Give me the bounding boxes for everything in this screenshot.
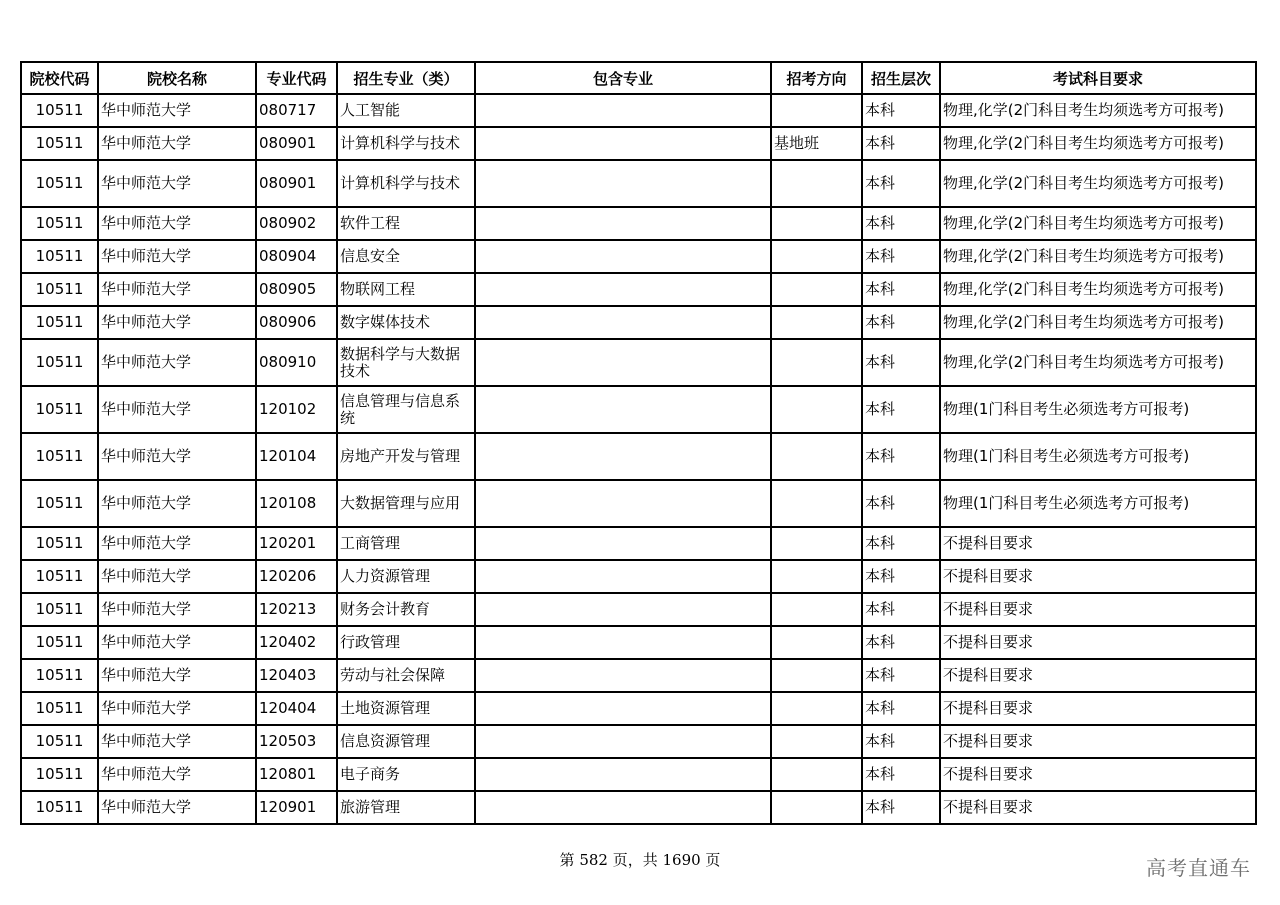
cell-major: 数据科学与大数据技术 <box>337 339 475 386</box>
cell-school-code: 10511 <box>21 433 98 480</box>
table-row <box>21 386 1256 433</box>
cell-level: 本科 <box>862 433 940 480</box>
cell-subject-requirement: 不提科目要求 <box>940 626 1256 659</box>
cell-school-code: 10511 <box>21 593 98 626</box>
table-row <box>21 480 1256 527</box>
header-included-majors: 包含专业 <box>475 62 771 94</box>
cell-direction <box>771 692 862 725</box>
cell-school-code: 10511 <box>21 207 98 240</box>
cell-included-majors <box>475 160 771 207</box>
table-row <box>21 560 1256 593</box>
cell-school-name: 华中师范大学 <box>98 273 256 306</box>
cell-school-code: 10511 <box>21 480 98 527</box>
cell-school-name: 华中师范大学 <box>98 207 256 240</box>
cell-major: 人工智能 <box>337 94 475 127</box>
cell-level: 本科 <box>862 386 940 433</box>
cell-major-code: 120403 <box>256 659 337 692</box>
cell-direction <box>771 626 862 659</box>
cell-level: 本科 <box>862 758 940 791</box>
header-row <box>21 62 1256 94</box>
table-row <box>21 207 1256 240</box>
cell-school-name: 华中师范大学 <box>98 659 256 692</box>
cell-major: 物联网工程 <box>337 273 475 306</box>
cell-school-code: 10511 <box>21 560 98 593</box>
cell-included-majors <box>475 725 771 758</box>
cell-major: 人力资源管理 <box>337 560 475 593</box>
cell-level: 本科 <box>862 725 940 758</box>
header-subject-requirement: 考试科目要求 <box>940 62 1256 94</box>
cell-major: 劳动与社会保障 <box>337 659 475 692</box>
cell-level: 本科 <box>862 306 940 339</box>
cell-school-name: 华中师范大学 <box>98 560 256 593</box>
cell-subject-requirement: 物理,化学(2门科目考生均须选考方可报考) <box>940 339 1256 386</box>
cell-school-code: 10511 <box>21 94 98 127</box>
table-row <box>21 659 1256 692</box>
cell-school-name: 华中师范大学 <box>98 339 256 386</box>
cell-subject-requirement: 物理(1门科目考生必须选考方可报考) <box>940 433 1256 480</box>
cell-major-code: 120503 <box>256 725 337 758</box>
cell-major-code: 120201 <box>256 527 337 560</box>
cell-level: 本科 <box>862 692 940 725</box>
cell-direction <box>771 593 862 626</box>
cell-school-code: 10511 <box>21 160 98 207</box>
cell-major-code: 120404 <box>256 692 337 725</box>
cell-school-name: 华中师范大学 <box>98 433 256 480</box>
cell-direction <box>771 791 862 824</box>
cell-school-name: 华中师范大学 <box>98 127 256 160</box>
cell-subject-requirement: 不提科目要求 <box>940 659 1256 692</box>
table-row <box>21 94 1256 127</box>
table-row <box>21 791 1256 824</box>
cell-major: 数字媒体技术 <box>337 306 475 339</box>
cell-subject-requirement: 物理,化学(2门科目考生均须选考方可报考) <box>940 273 1256 306</box>
cell-school-code: 10511 <box>21 339 98 386</box>
cell-included-majors <box>475 207 771 240</box>
cell-subject-requirement: 物理,化学(2门科目考生均须选考方可报考) <box>940 306 1256 339</box>
cell-included-majors <box>475 527 771 560</box>
cell-school-name: 华中师范大学 <box>98 527 256 560</box>
cell-included-majors <box>475 386 771 433</box>
cell-subject-requirement: 物理,化学(2门科目考生均须选考方可报考) <box>940 160 1256 207</box>
cell-major: 信息资源管理 <box>337 725 475 758</box>
cell-major: 土地资源管理 <box>337 692 475 725</box>
cell-level: 本科 <box>862 94 940 127</box>
cell-direction <box>771 527 862 560</box>
cell-included-majors <box>475 692 771 725</box>
cell-direction <box>771 306 862 339</box>
cell-major: 工商管理 <box>337 527 475 560</box>
table-row <box>21 692 1256 725</box>
cell-level: 本科 <box>862 339 940 386</box>
cell-direction <box>771 386 862 433</box>
header-major: 招生专业（类） <box>337 62 475 94</box>
cell-subject-requirement: 物理,化学(2门科目考生均须选考方可报考) <box>940 207 1256 240</box>
cell-major-code: 080717 <box>256 94 337 127</box>
cell-school-name: 华中师范大学 <box>98 94 256 127</box>
watermark: 高考直通车 <box>1146 856 1251 880</box>
cell-major: 大数据管理与应用 <box>337 480 475 527</box>
table-row <box>21 626 1256 659</box>
cell-major-code: 080904 <box>256 240 337 273</box>
cell-school-name: 华中师范大学 <box>98 692 256 725</box>
cell-school-name: 华中师范大学 <box>98 593 256 626</box>
cell-major: 行政管理 <box>337 626 475 659</box>
page-number: 第 582 页，共 1690 页 <box>559 851 721 869</box>
cell-subject-requirement: 不提科目要求 <box>940 560 1256 593</box>
cell-school-name: 华中师范大学 <box>98 626 256 659</box>
cell-major-code: 080901 <box>256 127 337 160</box>
cell-major: 计算机科学与技术 <box>337 160 475 207</box>
table-row <box>21 527 1256 560</box>
cell-subject-requirement: 物理,化学(2门科目考生均须选考方可报考) <box>940 94 1256 127</box>
cell-school-code: 10511 <box>21 240 98 273</box>
cell-school-code: 10511 <box>21 659 98 692</box>
cell-level: 本科 <box>862 593 940 626</box>
cell-direction <box>771 725 862 758</box>
cell-included-majors <box>475 273 771 306</box>
cell-level: 本科 <box>862 480 940 527</box>
cell-subject-requirement: 不提科目要求 <box>940 725 1256 758</box>
cell-direction <box>771 273 862 306</box>
cell-subject-requirement: 不提科目要求 <box>940 527 1256 560</box>
cell-level: 本科 <box>862 659 940 692</box>
cell-level: 本科 <box>862 626 940 659</box>
cell-included-majors <box>475 339 771 386</box>
cell-included-majors <box>475 127 771 160</box>
cell-major-code: 120801 <box>256 758 337 791</box>
cell-major-code: 120213 <box>256 593 337 626</box>
cell-school-name: 华中师范大学 <box>98 758 256 791</box>
cell-subject-requirement: 物理,化学(2门科目考生均须选考方可报考) <box>940 240 1256 273</box>
cell-direction <box>771 758 862 791</box>
cell-major: 电子商务 <box>337 758 475 791</box>
cell-major-code: 080910 <box>256 339 337 386</box>
cell-level: 本科 <box>862 240 940 273</box>
cell-included-majors <box>475 94 771 127</box>
table-row <box>21 725 1256 758</box>
cell-school-code: 10511 <box>21 758 98 791</box>
cell-direction <box>771 160 862 207</box>
cell-subject-requirement: 物理(1门科目考生必须选考方可报考) <box>940 480 1256 527</box>
cell-major-code: 120206 <box>256 560 337 593</box>
table-row <box>21 339 1256 386</box>
table-row <box>21 593 1256 626</box>
cell-direction <box>771 560 862 593</box>
table-row <box>21 306 1256 339</box>
cell-included-majors <box>475 433 771 480</box>
cell-major-code: 080906 <box>256 306 337 339</box>
cell-major-code: 080901 <box>256 160 337 207</box>
cell-major-code: 080902 <box>256 207 337 240</box>
cell-school-name: 华中师范大学 <box>98 386 256 433</box>
cell-school-code: 10511 <box>21 791 98 824</box>
cell-major-code: 080905 <box>256 273 337 306</box>
cell-included-majors <box>475 560 771 593</box>
cell-subject-requirement: 不提科目要求 <box>940 791 1256 824</box>
header-school-name: 院校名称 <box>98 62 256 94</box>
cell-direction <box>771 94 862 127</box>
cell-included-majors <box>475 240 771 273</box>
table-row <box>21 240 1256 273</box>
table-row <box>21 127 1256 160</box>
cell-subject-requirement: 物理(1门科目考生必须选考方可报考) <box>940 386 1256 433</box>
table-row <box>21 433 1256 480</box>
cell-school-code: 10511 <box>21 626 98 659</box>
cell-level: 本科 <box>862 527 940 560</box>
header-direction: 招考方向 <box>771 62 862 94</box>
cell-major: 信息安全 <box>337 240 475 273</box>
cell-included-majors <box>475 791 771 824</box>
cell-included-majors <box>475 306 771 339</box>
table-row <box>21 160 1256 207</box>
cell-school-name: 华中师范大学 <box>98 160 256 207</box>
cell-direction <box>771 659 862 692</box>
cell-major: 财务会计教育 <box>337 593 475 626</box>
cell-direction <box>771 433 862 480</box>
cell-school-code: 10511 <box>21 273 98 306</box>
cell-major: 信息管理与信息系统 <box>337 386 475 433</box>
cell-level: 本科 <box>862 127 940 160</box>
cell-major: 软件工程 <box>337 207 475 240</box>
cell-school-name: 华中师范大学 <box>98 306 256 339</box>
cell-level: 本科 <box>862 207 940 240</box>
cell-school-name: 华中师范大学 <box>98 480 256 527</box>
cell-included-majors <box>475 593 771 626</box>
cell-major: 计算机科学与技术 <box>337 127 475 160</box>
header-level: 招生层次 <box>862 62 940 94</box>
cell-level: 本科 <box>862 160 940 207</box>
cell-subject-requirement: 不提科目要求 <box>940 758 1256 791</box>
cell-school-code: 10511 <box>21 386 98 433</box>
cell-major-code: 120402 <box>256 626 337 659</box>
cell-school-code: 10511 <box>21 306 98 339</box>
header-major-code: 专业代码 <box>256 62 337 94</box>
cell-included-majors <box>475 758 771 791</box>
cell-school-code: 10511 <box>21 527 98 560</box>
cell-direction <box>771 480 862 527</box>
cell-school-name: 华中师范大学 <box>98 725 256 758</box>
table-row <box>21 758 1256 791</box>
cell-direction <box>771 240 862 273</box>
cell-major-code: 120108 <box>256 480 337 527</box>
cell-school-name: 华中师范大学 <box>98 791 256 824</box>
table-row <box>21 273 1256 306</box>
cell-direction <box>771 207 862 240</box>
cell-included-majors <box>475 659 771 692</box>
cell-major-code: 120901 <box>256 791 337 824</box>
cell-subject-requirement: 物理,化学(2门科目考生均须选考方可报考) <box>940 127 1256 160</box>
admissions-table <box>20 61 1257 825</box>
cell-level: 本科 <box>862 273 940 306</box>
cell-direction <box>771 339 862 386</box>
cell-direction: 基地班 <box>771 127 862 160</box>
cell-major: 旅游管理 <box>337 791 475 824</box>
cell-school-name: 华中师范大学 <box>98 240 256 273</box>
cell-school-code: 10511 <box>21 127 98 160</box>
cell-subject-requirement: 不提科目要求 <box>940 692 1256 725</box>
cell-level: 本科 <box>862 791 940 824</box>
cell-level: 本科 <box>862 560 940 593</box>
cell-school-code: 10511 <box>21 725 98 758</box>
cell-major-code: 120102 <box>256 386 337 433</box>
cell-major: 房地产开发与管理 <box>337 433 475 480</box>
cell-subject-requirement: 不提科目要求 <box>940 593 1256 626</box>
cell-included-majors <box>475 480 771 527</box>
header-school-code: 院校代码 <box>21 62 98 94</box>
cell-school-code: 10511 <box>21 692 98 725</box>
cell-major-code: 120104 <box>256 433 337 480</box>
cell-included-majors <box>475 626 771 659</box>
